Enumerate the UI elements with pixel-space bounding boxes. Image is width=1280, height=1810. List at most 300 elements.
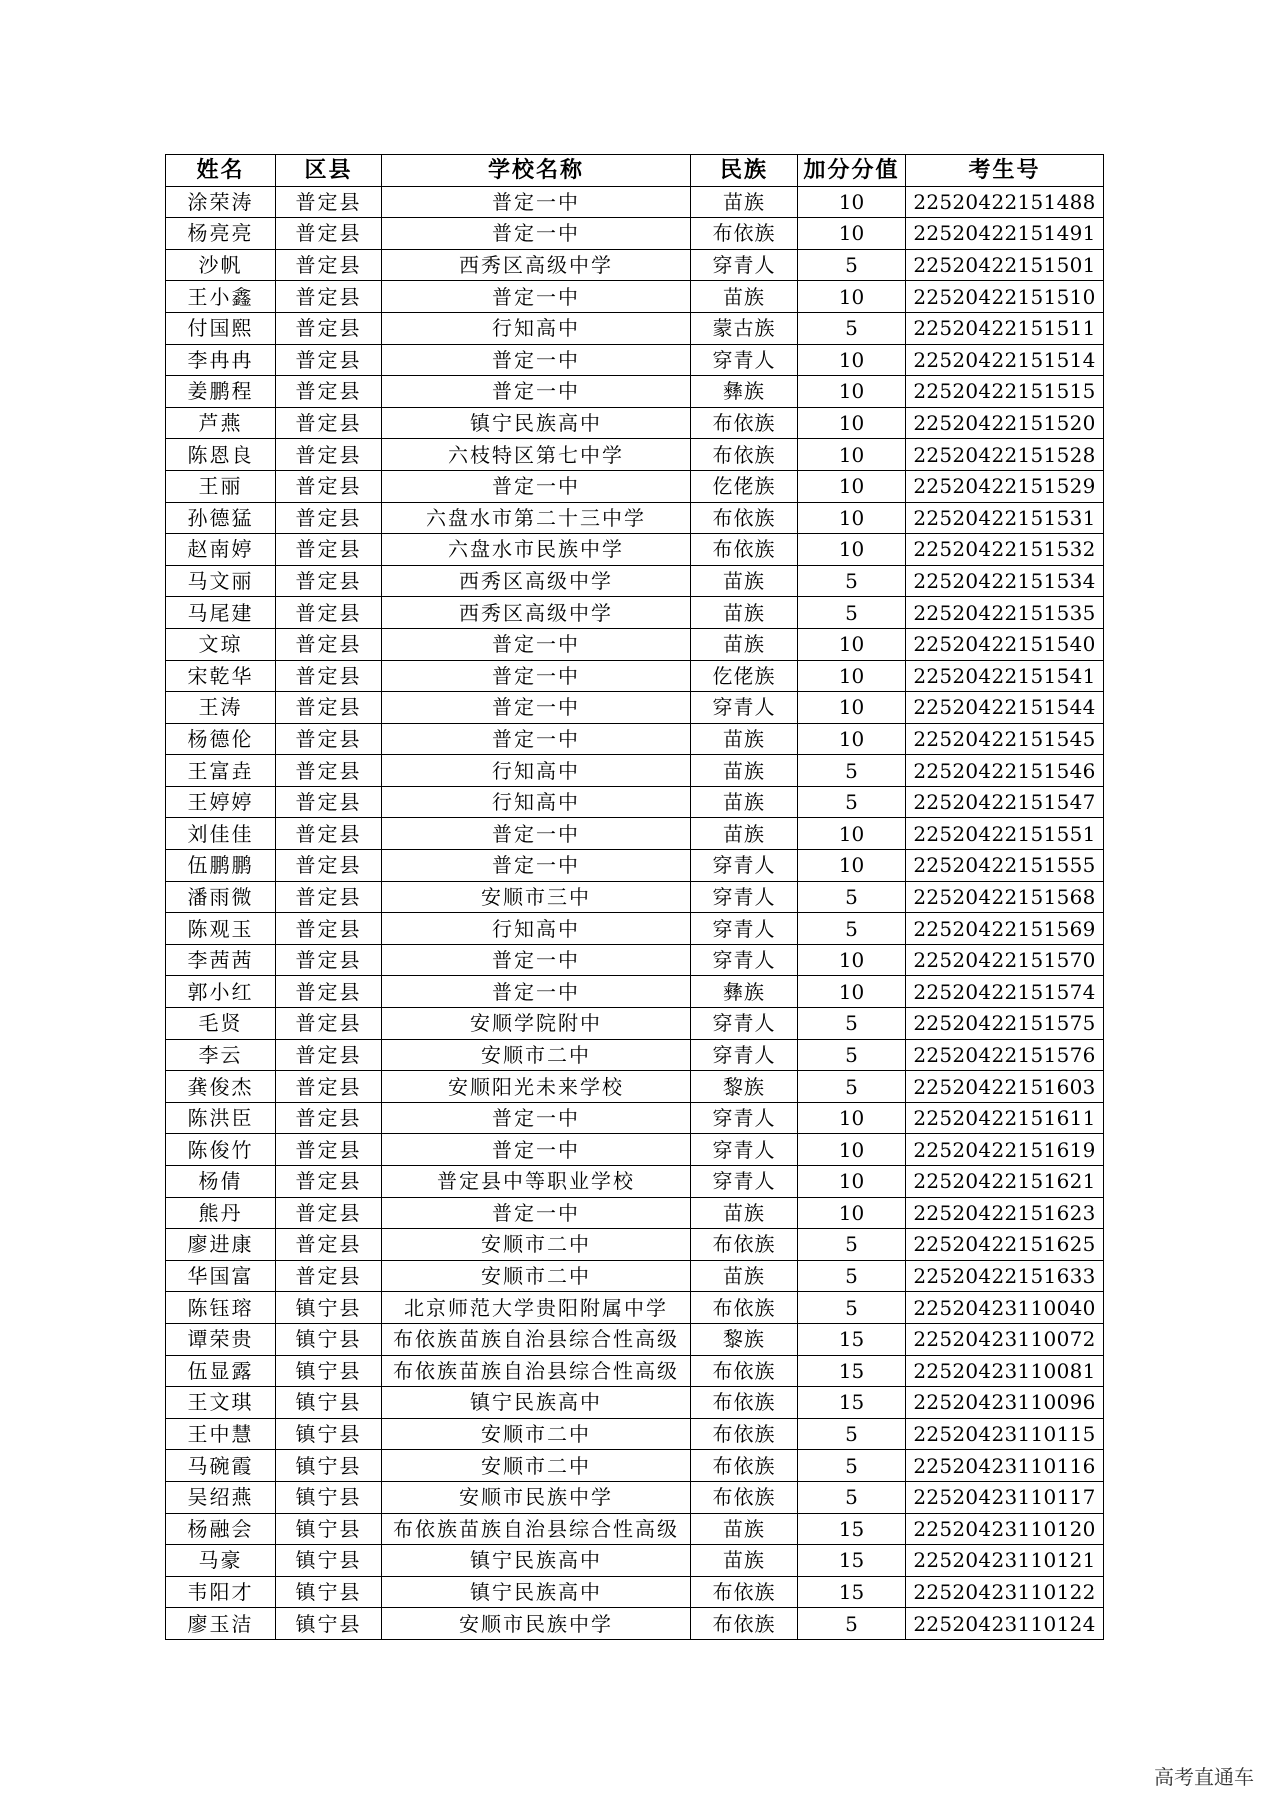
cell-name: 谭荣贵 [166,1323,276,1355]
cell-bonus: 10 [798,850,906,882]
cell-ethnicity: 黎族 [691,1323,798,1355]
cell-county: 普定县 [276,565,382,597]
cell-ethnicity: 穿青人 [691,881,798,913]
table-row [166,660,1104,692]
cell-bonus: 5 [798,881,906,913]
cell-exam-id: 22520422151546 [906,755,1104,787]
cell-ethnicity: 穿青人 [691,944,798,976]
table-row [166,1323,1104,1355]
cell-school: 西秀区高级中学 [382,249,691,281]
cell-bonus: 5 [798,1292,906,1324]
cell-ethnicity: 苗族 [691,723,798,755]
cell-bonus: 5 [798,755,906,787]
cell-bonus: 5 [798,597,906,629]
cell-name: 沙帆 [166,249,276,281]
cell-county: 普定县 [276,881,382,913]
table-row [166,1134,1104,1166]
cell-exam-id: 22520422151633 [906,1260,1104,1292]
cell-exam-id: 22520423110121 [906,1545,1104,1577]
cell-exam-id: 22520422151568 [906,881,1104,913]
cell-school: 布依族苗族自治县综合性高级 [382,1323,691,1355]
table-row [166,344,1104,376]
cell-exam-id: 22520422151570 [906,944,1104,976]
cell-bonus: 5 [798,1008,906,1040]
table-row [166,818,1104,850]
cell-ethnicity: 穿青人 [691,692,798,724]
cell-exam-id: 22520422151531 [906,502,1104,534]
cell-ethnicity: 布依族 [691,1355,798,1387]
cell-exam-id: 22520422151625 [906,1229,1104,1261]
cell-county: 普定县 [276,312,382,344]
cell-exam-id: 22520422151511 [906,312,1104,344]
table-row [166,1545,1104,1577]
cell-school: 普定一中 [382,376,691,408]
table-row [166,407,1104,439]
cell-exam-id: 22520422151532 [906,534,1104,566]
cell-school: 行知高中 [382,312,691,344]
table-row [166,249,1104,281]
cell-exam-id: 22520423110117 [906,1481,1104,1513]
cell-county: 普定县 [276,818,382,850]
cell-county: 镇宁县 [276,1450,382,1482]
table-row [166,186,1104,218]
cell-school: 安顺市二中 [382,1450,691,1482]
cell-county: 普定县 [276,1166,382,1198]
cell-name: 熊丹 [166,1197,276,1229]
cell-bonus: 5 [798,1450,906,1482]
cell-exam-id: 22520422151611 [906,1102,1104,1134]
table-row [166,1481,1104,1513]
cell-bonus: 5 [798,1481,906,1513]
cell-ethnicity: 布依族 [691,1481,798,1513]
cell-county: 普定县 [276,1102,382,1134]
cell-school: 普定一中 [382,1197,691,1229]
cell-bonus: 10 [798,470,906,502]
cell-county: 普定县 [276,376,382,408]
cell-name: 王婷婷 [166,786,276,818]
cell-bonus: 5 [798,565,906,597]
cell-ethnicity: 苗族 [691,597,798,629]
cell-ethnicity: 布依族 [691,1576,798,1608]
cell-name: 陈恩良 [166,439,276,471]
table-row [166,1292,1104,1324]
cell-bonus: 5 [798,1608,906,1640]
table-row [166,881,1104,913]
cell-exam-id: 22520422151501 [906,249,1104,281]
table-row [166,1260,1104,1292]
cell-county: 镇宁县 [276,1481,382,1513]
cell-school: 西秀区高级中学 [382,597,691,629]
cell-county: 普定县 [276,502,382,534]
cell-exam-id: 22520422151555 [906,850,1104,882]
table-row [166,1102,1104,1134]
cell-school: 六盘水市第二十三中学 [382,502,691,534]
cell-name: 陈俊竹 [166,1134,276,1166]
cell-exam-id: 22520422151547 [906,786,1104,818]
cell-name: 王富垚 [166,755,276,787]
cell-exam-id: 22520423110096 [906,1387,1104,1419]
table-row [166,281,1104,313]
cell-school: 普定一中 [382,628,691,660]
cell-county: 普定县 [276,628,382,660]
cell-county: 普定县 [276,786,382,818]
cell-bonus: 10 [798,186,906,218]
cell-bonus: 10 [798,944,906,976]
cell-exam-id: 22520423110120 [906,1513,1104,1545]
table-row [166,1229,1104,1261]
cell-name: 伍显露 [166,1355,276,1387]
table-row [166,312,1104,344]
cell-exam-id: 22520422151540 [906,628,1104,660]
cell-name: 李茜茜 [166,944,276,976]
cell-name: 王文琪 [166,1387,276,1419]
header-county: 区县 [276,155,382,187]
cell-school: 普定一中 [382,281,691,313]
table-row [166,1071,1104,1103]
cell-exam-id: 22520422151541 [906,660,1104,692]
table-row [166,1008,1104,1040]
cell-bonus: 10 [798,439,906,471]
cell-bonus: 10 [798,218,906,250]
cell-ethnicity: 穿青人 [691,913,798,945]
cell-name: 潘雨微 [166,881,276,913]
cell-school: 安顺市二中 [382,1418,691,1450]
cell-name: 韦阳才 [166,1576,276,1608]
cell-ethnicity: 蒙古族 [691,312,798,344]
cell-school: 镇宁民族高中 [382,1387,691,1419]
cell-county: 普定县 [276,944,382,976]
cell-bonus: 5 [798,1039,906,1071]
table-row [166,723,1104,755]
cell-ethnicity: 苗族 [691,1260,798,1292]
header-exam-id: 考生号 [906,155,1104,187]
cell-bonus: 15 [798,1387,906,1419]
cell-ethnicity: 布依族 [691,534,798,566]
cell-name: 华国富 [166,1260,276,1292]
cell-county: 镇宁县 [276,1387,382,1419]
cell-bonus: 15 [798,1323,906,1355]
cell-county: 普定县 [276,249,382,281]
cell-bonus: 10 [798,723,906,755]
cell-ethnicity: 穿青人 [691,1166,798,1198]
cell-exam-id: 22520422151545 [906,723,1104,755]
cell-name: 刘佳佳 [166,818,276,850]
cell-exam-id: 22520422151544 [906,692,1104,724]
cell-county: 普定县 [276,913,382,945]
cell-ethnicity: 布依族 [691,502,798,534]
cell-county: 镇宁县 [276,1513,382,1545]
cell-bonus: 10 [798,376,906,408]
cell-exam-id: 22520422151603 [906,1071,1104,1103]
bonus-points-table [165,154,1104,1640]
cell-ethnicity: 苗族 [691,786,798,818]
cell-exam-id: 22520423110124 [906,1608,1104,1640]
cell-county: 普定县 [276,1260,382,1292]
cell-county: 镇宁县 [276,1418,382,1450]
cell-county: 镇宁县 [276,1576,382,1608]
cell-school: 镇宁民族高中 [382,1576,691,1608]
cell-ethnicity: 穿青人 [691,1134,798,1166]
cell-exam-id: 22520423110116 [906,1450,1104,1482]
cell-school: 六枝特区第七中学 [382,439,691,471]
cell-ethnicity: 布依族 [691,1450,798,1482]
cell-ethnicity: 苗族 [691,281,798,313]
cell-school: 镇宁民族高中 [382,407,691,439]
cell-exam-id: 22520422151515 [906,376,1104,408]
table-row [166,1387,1104,1419]
cell-county: 普定县 [276,439,382,471]
cell-ethnicity: 布依族 [691,407,798,439]
cell-ethnicity: 苗族 [691,755,798,787]
cell-school: 普定一中 [382,218,691,250]
cell-ethnicity: 苗族 [691,818,798,850]
cell-bonus: 15 [798,1545,906,1577]
cell-exam-id: 22520422151514 [906,344,1104,376]
cell-exam-id: 22520422151529 [906,470,1104,502]
cell-name: 杨亮亮 [166,218,276,250]
table-row [166,1513,1104,1545]
cell-school: 安顺市民族中学 [382,1608,691,1640]
cell-name: 马尾建 [166,597,276,629]
cell-county: 普定县 [276,534,382,566]
cell-exam-id: 22520422151528 [906,439,1104,471]
table-row [166,1418,1104,1450]
cell-ethnicity: 苗族 [691,1513,798,1545]
cell-bonus: 10 [798,1197,906,1229]
cell-school: 普定一中 [382,186,691,218]
cell-school: 安顺阳光未来学校 [382,1071,691,1103]
table-row [166,1355,1104,1387]
cell-ethnicity: 穿青人 [691,850,798,882]
table-row [166,1197,1104,1229]
cell-name: 马豪 [166,1545,276,1577]
cell-bonus: 10 [798,1102,906,1134]
cell-exam-id: 22520423110122 [906,1576,1104,1608]
cell-exam-id: 22520422151535 [906,597,1104,629]
cell-exam-id: 22520422151575 [906,1008,1104,1040]
cell-county: 镇宁县 [276,1355,382,1387]
cell-school: 普定一中 [382,1134,691,1166]
table-row [166,597,1104,629]
cell-county: 普定县 [276,344,382,376]
table-row [166,976,1104,1008]
cell-bonus: 10 [798,628,906,660]
cell-school: 行知高中 [382,913,691,945]
cell-school: 普定一中 [382,470,691,502]
cell-bonus: 5 [798,913,906,945]
cell-bonus: 5 [798,1071,906,1103]
header-row [166,155,1104,187]
cell-school: 镇宁民族高中 [382,1545,691,1577]
cell-school: 普定一中 [382,850,691,882]
cell-name: 马碗霞 [166,1450,276,1482]
cell-name: 毛贤 [166,1008,276,1040]
cell-name: 姜鹏程 [166,376,276,408]
cell-name: 涂荣涛 [166,186,276,218]
cell-ethnicity: 布依族 [691,1608,798,1640]
cell-name: 付国熙 [166,312,276,344]
cell-county: 普定县 [276,660,382,692]
cell-county: 镇宁县 [276,1608,382,1640]
cell-bonus: 5 [798,249,906,281]
table-row [166,1166,1104,1198]
table-row [166,692,1104,724]
table-row [166,376,1104,408]
table-row [166,439,1104,471]
cell-name: 王中慧 [166,1418,276,1450]
cell-exam-id: 22520423110081 [906,1355,1104,1387]
cell-name: 李云 [166,1039,276,1071]
table-row [166,944,1104,976]
cell-name: 赵南婷 [166,534,276,566]
header-ethnicity: 民族 [691,155,798,187]
cell-exam-id: 22520422151569 [906,913,1104,945]
cell-county: 普定县 [276,850,382,882]
header-school: 学校名称 [382,155,691,187]
cell-name: 芦燕 [166,407,276,439]
cell-name: 龚俊杰 [166,1071,276,1103]
cell-school: 安顺市二中 [382,1260,691,1292]
cell-bonus: 10 [798,976,906,1008]
cell-school: 布依族苗族自治县综合性高级 [382,1513,691,1545]
cell-exam-id: 22520422151510 [906,281,1104,313]
table-row [166,534,1104,566]
cell-school: 普定一中 [382,660,691,692]
table-row [166,1039,1104,1071]
table-row [166,913,1104,945]
table-row [166,1576,1104,1608]
watermark-text: 高考直通车 [1154,1765,1254,1789]
cell-exam-id: 22520423110072 [906,1323,1104,1355]
cell-exam-id: 22520423110040 [906,1292,1104,1324]
cell-bonus: 10 [798,1134,906,1166]
cell-school: 北京师范大学贵阳附属中学 [382,1292,691,1324]
cell-county: 普定县 [276,1134,382,1166]
cell-exam-id: 22520422151534 [906,565,1104,597]
cell-ethnicity: 布依族 [691,439,798,471]
cell-ethnicity: 仡佬族 [691,470,798,502]
cell-county: 普定县 [276,723,382,755]
cell-school: 普定一中 [382,944,691,976]
cell-ethnicity: 苗族 [691,186,798,218]
cell-exam-id: 22520422151551 [906,818,1104,850]
table-row [166,470,1104,502]
cell-name: 廖进康 [166,1229,276,1261]
cell-school: 普定一中 [382,344,691,376]
cell-name: 马文丽 [166,565,276,597]
cell-name: 杨倩 [166,1166,276,1198]
cell-name: 吴绍燕 [166,1481,276,1513]
cell-ethnicity: 布依族 [691,1292,798,1324]
cell-exam-id: 22520422151488 [906,186,1104,218]
cell-name: 王涛 [166,692,276,724]
cell-exam-id: 22520422151491 [906,218,1104,250]
cell-exam-id: 22520422151576 [906,1039,1104,1071]
cell-county: 普定县 [276,976,382,1008]
cell-exam-id: 22520423110115 [906,1418,1104,1450]
cell-exam-id: 22520422151574 [906,976,1104,1008]
cell-school: 普定一中 [382,723,691,755]
cell-exam-id: 22520422151619 [906,1134,1104,1166]
table-row [166,786,1104,818]
cell-county: 普定县 [276,1071,382,1103]
cell-ethnicity: 布依族 [691,218,798,250]
cell-county: 普定县 [276,281,382,313]
cell-exam-id: 22520422151623 [906,1197,1104,1229]
table-row [166,628,1104,660]
cell-ethnicity: 苗族 [691,565,798,597]
cell-ethnicity: 穿青人 [691,344,798,376]
cell-name: 杨德伦 [166,723,276,755]
cell-school: 安顺市民族中学 [382,1481,691,1513]
cell-ethnicity: 苗族 [691,1545,798,1577]
cell-county: 普定县 [276,1229,382,1261]
cell-school: 普定一中 [382,692,691,724]
cell-bonus: 5 [798,312,906,344]
cell-name: 王丽 [166,470,276,502]
cell-name: 陈钰瑢 [166,1292,276,1324]
cell-school: 西秀区高级中学 [382,565,691,597]
table-row [166,1450,1104,1482]
cell-ethnicity: 仡佬族 [691,660,798,692]
cell-county: 普定县 [276,1039,382,1071]
cell-school: 六盘水市民族中学 [382,534,691,566]
cell-ethnicity: 彝族 [691,376,798,408]
cell-bonus: 10 [798,818,906,850]
cell-bonus: 15 [798,1513,906,1545]
table-row [166,502,1104,534]
cell-exam-id: 22520422151621 [906,1166,1104,1198]
cell-county: 镇宁县 [276,1545,382,1577]
cell-bonus: 10 [798,534,906,566]
cell-name: 陈洪臣 [166,1102,276,1134]
cell-county: 普定县 [276,470,382,502]
cell-bonus: 10 [798,1166,906,1198]
cell-county: 镇宁县 [276,1323,382,1355]
cell-bonus: 15 [798,1355,906,1387]
cell-name: 杨融会 [166,1513,276,1545]
cell-county: 普定县 [276,755,382,787]
table-body [166,186,1104,1639]
cell-county: 普定县 [276,692,382,724]
cell-bonus: 5 [798,786,906,818]
cell-name: 孙德猛 [166,502,276,534]
cell-name: 陈观玉 [166,913,276,945]
cell-bonus: 15 [798,1576,906,1608]
cell-county: 普定县 [276,407,382,439]
table-row [166,218,1104,250]
cell-ethnicity: 穿青人 [691,1039,798,1071]
cell-exam-id: 22520422151520 [906,407,1104,439]
cell-county: 普定县 [276,1197,382,1229]
cell-bonus: 10 [798,344,906,376]
cell-ethnicity: 彝族 [691,976,798,1008]
cell-name: 郭小红 [166,976,276,1008]
table-row [166,1608,1104,1640]
cell-school: 布依族苗族自治县综合性高级 [382,1355,691,1387]
cell-name: 伍鹏鹏 [166,850,276,882]
cell-school: 安顺市二中 [382,1039,691,1071]
cell-ethnicity: 布依族 [691,1387,798,1419]
cell-school: 普定县中等职业学校 [382,1166,691,1198]
cell-school: 普定一中 [382,976,691,1008]
cell-bonus: 5 [798,1260,906,1292]
cell-ethnicity: 布依族 [691,1418,798,1450]
cell-county: 普定县 [276,218,382,250]
cell-county: 普定县 [276,186,382,218]
header-bonus: 加分分值 [798,155,906,187]
table-row [166,565,1104,597]
